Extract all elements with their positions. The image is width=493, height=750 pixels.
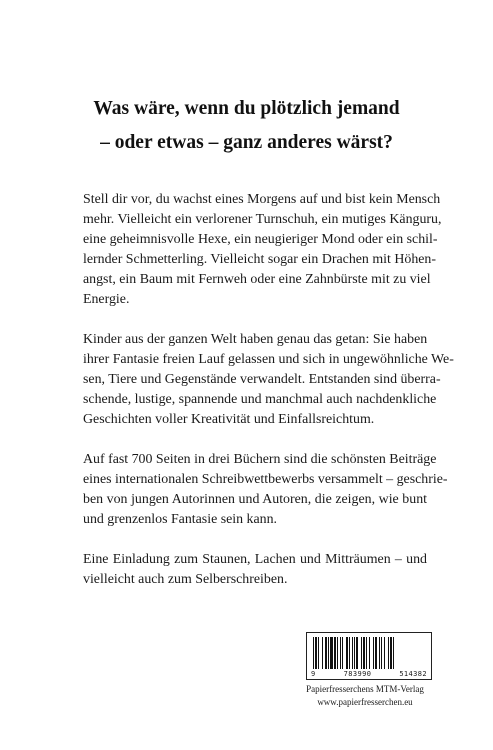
publisher-info — [290, 683, 440, 709]
barcode-digit-group: 9 — [311, 670, 316, 678]
text-line: Eine Einladung zum Staunen, Lachen und Mitträumen – und — [83, 552, 427, 567]
barcode-bars-icon — [313, 637, 425, 669]
text-line: angst, ein Baum mit Fernweh oder eine Zahnbürste mit zu viel — [83, 272, 431, 287]
blurb — [83, 190, 454, 610]
headline-line: – oder etwas – ganz anderes wärst? — [100, 132, 393, 153]
text-line: vielleicht auch zum Selberschreiben. — [83, 572, 288, 587]
blurb-paragraph-2 — [83, 330, 454, 430]
headline — [70, 92, 423, 160]
blurb-paragraph-3 — [83, 450, 448, 530]
blurb-paragraph-4 — [83, 550, 427, 590]
text-line: eine geheimnisvolle Hexe, ein neugieriger Mond oder ein schil- — [83, 232, 438, 247]
publisher-name: Papierfresserchens MTM-Verlag — [306, 684, 424, 694]
text-line: Geschichten voller Kreativität und Einfallsreichtum. — [83, 412, 375, 427]
text-line: lernder Schmetterling. Vielleicht sogar ein Drachen mit Höhen- — [83, 252, 437, 267]
barcode-digit-group: 783990 — [343, 670, 372, 678]
isbn-barcode — [306, 632, 432, 680]
text-line: eines internationalen Schreibwettbewerbs versammelt – geschrie- — [83, 472, 448, 487]
barcode-digits — [311, 670, 427, 678]
text-line: sen, Tiere und Gegenstände verwandelt. Entstanden sind überra- — [83, 372, 441, 387]
text-line: und grenzenlos Fantasie sein kann. — [83, 512, 278, 527]
text-line: ihrer Fantasie freien Lauf gelassen und sich in ungewöhnliche We- — [83, 352, 454, 367]
text-line: Energie. — [83, 292, 130, 307]
barcode-digit-group: 514382 — [399, 670, 427, 678]
text-line: Auf fast 700 Seiten in drei Büchern sind die schönsten Beiträge — [83, 452, 437, 467]
publisher-url: www.papierfresserchen.eu — [317, 697, 413, 707]
text-line: mehr. Vielleicht ein verlorener Turnschuh, ein mutiges Känguru, — [83, 212, 442, 227]
blurb-paragraph-1 — [83, 190, 442, 310]
text-line: schende, lustige, spannende und manchmal auch nachdenkliche — [83, 392, 437, 407]
text-line: Kinder aus der ganzen Welt haben genau das getan: Sie haben — [83, 332, 428, 347]
text-line: ben von jungen Autorinnen und Autoren, die zeigen, wie bunt — [83, 492, 427, 507]
headline-line: Was wäre, wenn du plötzlich jemand — [93, 98, 400, 119]
text-line: Stell dir vor, du wachst eines Morgens auf und bist kein Mensch — [83, 192, 441, 207]
